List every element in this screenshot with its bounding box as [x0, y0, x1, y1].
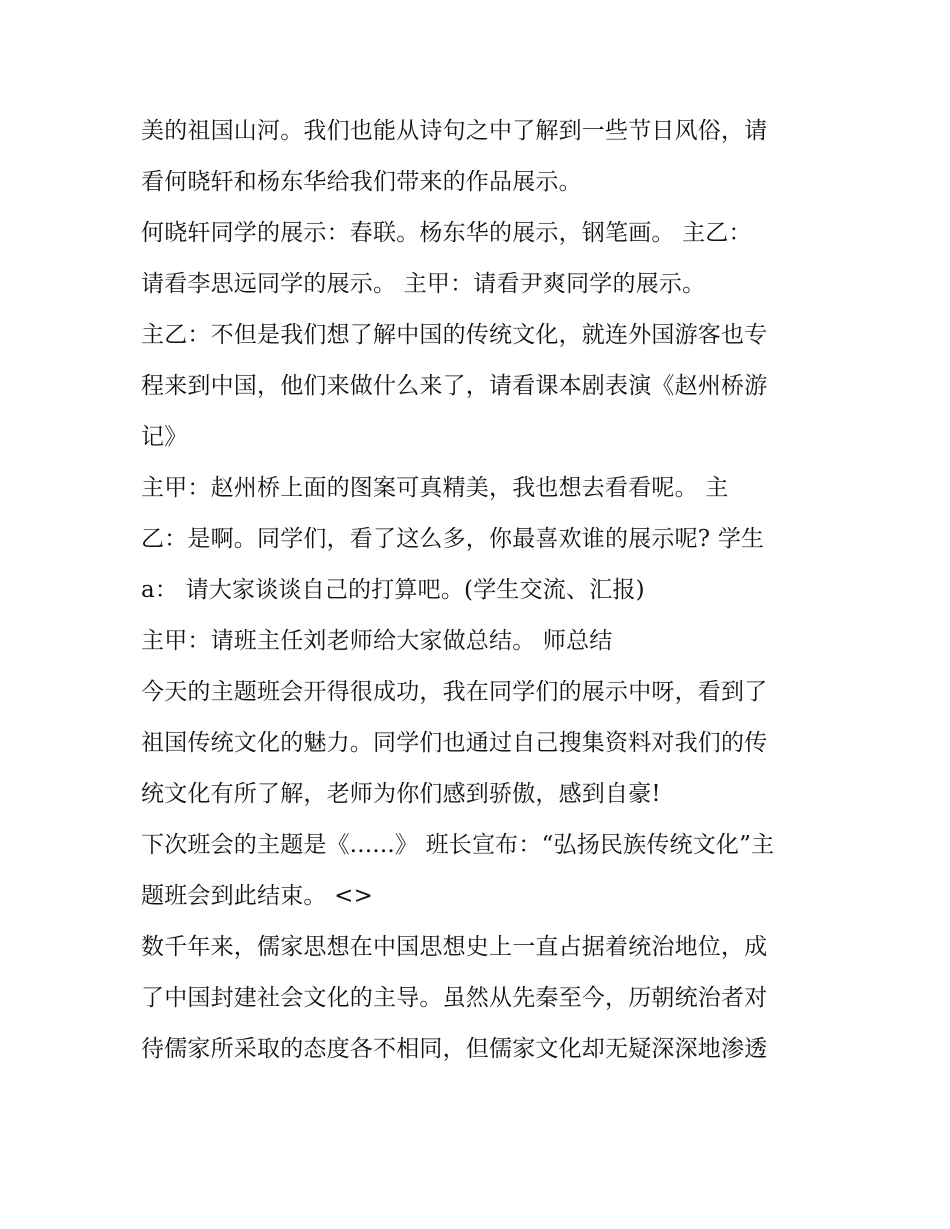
text-line: 了中国封建社会文化的主导。虽然从先秦至今，历朝统治者对 [141, 985, 768, 1011]
text-line: 请看李思远同学的展示。 主甲：请看尹爽同学的展示。 [141, 271, 706, 297]
text-line: a： 请大家谈谈自己的打算吧。(学生交流、汇报) [141, 577, 645, 603]
text-line: 数千年来，儒家思想在中国思想史上一直占据着统治地位，成 [141, 934, 768, 960]
text-line: 主甲：赵州桥上面的图案可真精美，我也想去看看呢。 主 [141, 475, 729, 501]
text-line: 何晓轩同学的展示：春联。杨东华的展示，钢笔画。 主乙： [141, 220, 752, 246]
text-line: 乙：是啊。同学们，看了这么多，你最喜欢谁的展示呢? 学生 [141, 526, 765, 552]
text-line: 主甲：请班主任刘老师给大家做总结。 师总结 [141, 628, 613, 654]
text-line: 待儒家所采取的态度各不相同，但儒家文化却无疑深深地渗透 [141, 1036, 768, 1062]
text-line: 主乙：不但是我们想了解中国的传统文化，就连外国游客也专 [141, 322, 768, 348]
text-line: 今天的主题班会开得很成功，我在同学们的展示中呀，看到了 [141, 679, 768, 705]
text-line: 程来到中国，他们来做什么来了，请看课本剧表演《赵州桥游 [141, 373, 768, 399]
text-line: 记》 [141, 424, 188, 450]
text-line: 美的祖国山河。我们也能从诗句之中了解到一些节日风俗，请 [141, 118, 768, 144]
document-body [141, 106, 821, 1075]
text-line: 祖国传统文化的魅力。同学们也通过自己搜集资料对我们的传 [141, 730, 768, 756]
text-line: 题班会到此结束。 <> [141, 883, 374, 909]
text-line: 看何晓轩和杨东华给我们带来的作品展示。 [141, 169, 582, 195]
text-line: 下次班会的主题是《......》 班长宣布：“弘扬民族传统文化”主 [141, 832, 775, 858]
text-line: 统文化有所了解，老师为你们感到骄傲，感到自豪! [141, 781, 661, 807]
